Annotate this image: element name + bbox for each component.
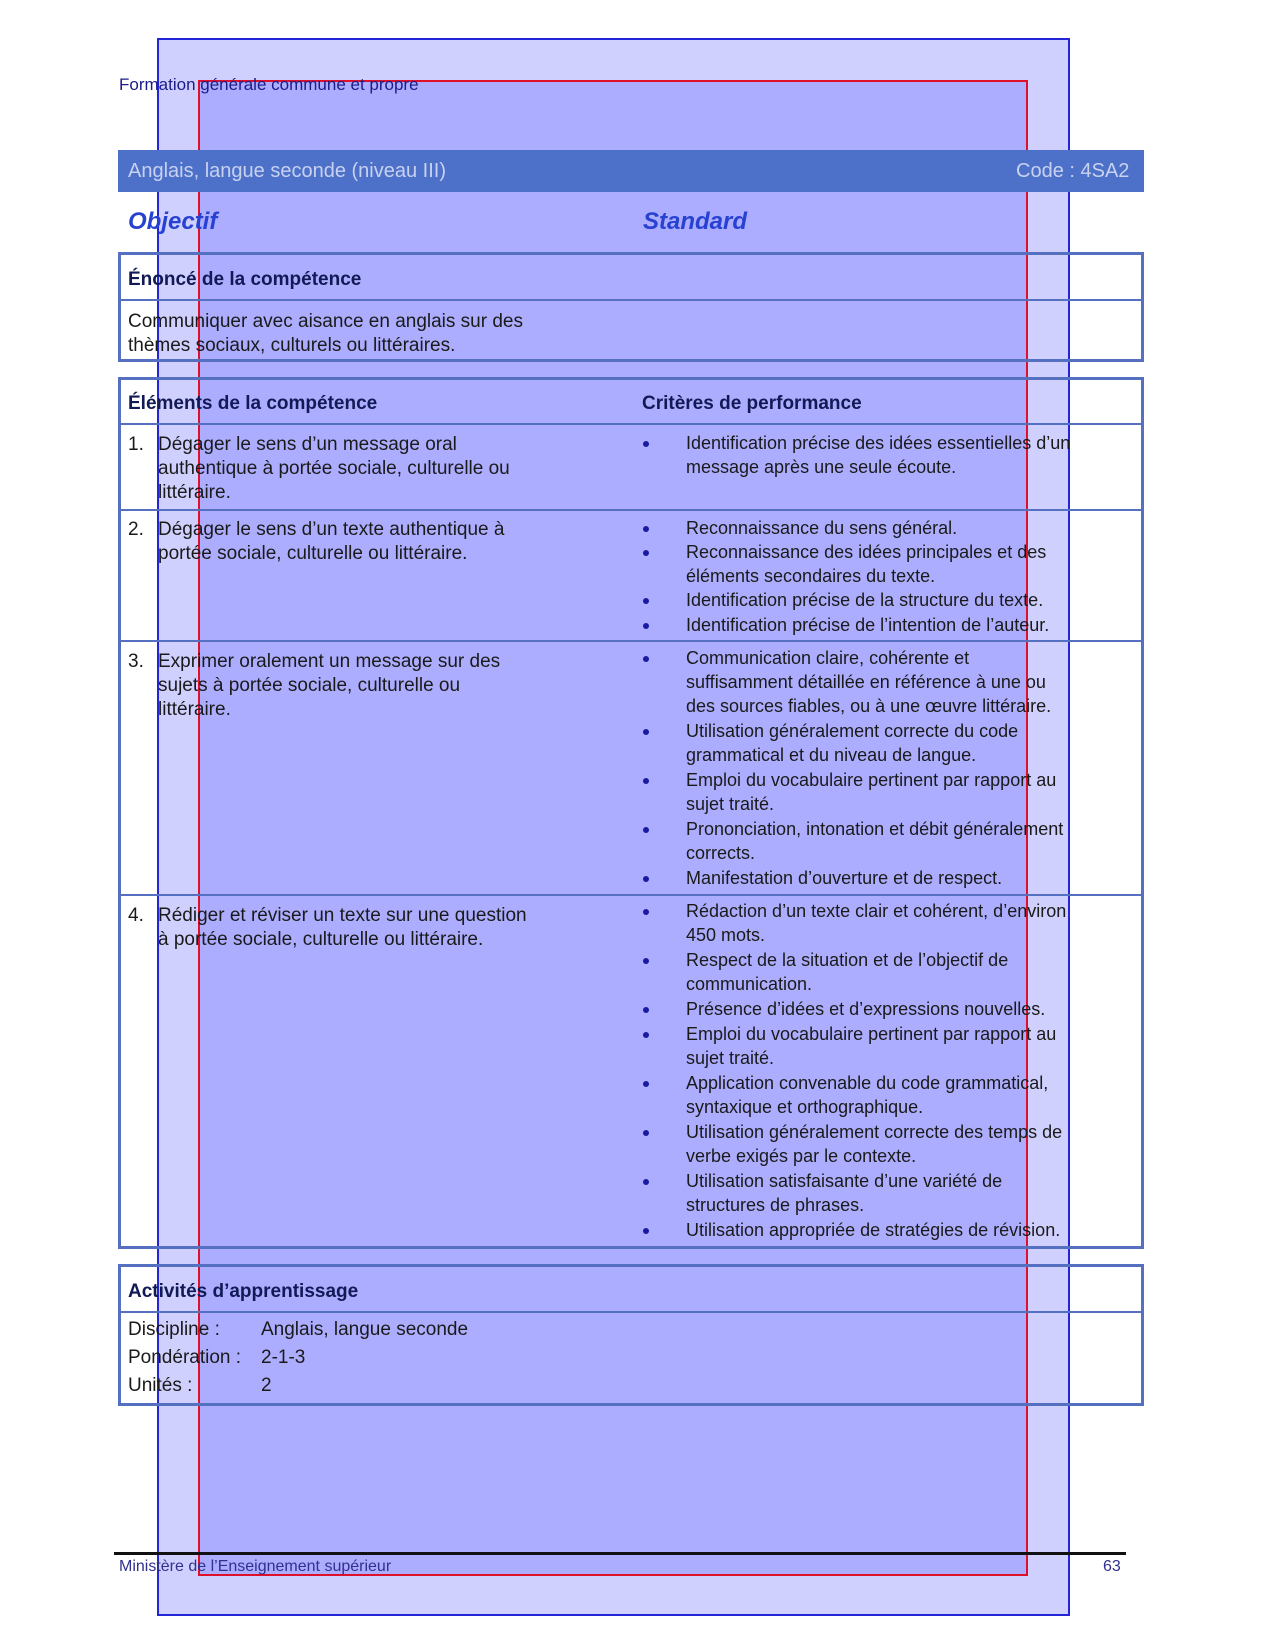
unites-value: 2 bbox=[261, 1375, 272, 1396]
criterion-line: syntaxique et orthographique. bbox=[686, 1097, 924, 1117]
criterion bbox=[686, 646, 1126, 718]
bullet-icon bbox=[643, 441, 649, 447]
element-line: Rédiger et réviser un texte sur une question bbox=[158, 905, 527, 926]
element-line: littéraire. bbox=[158, 482, 231, 503]
criterion-line: Identification précise des idées essentielles d’un bbox=[686, 433, 1071, 453]
criterion-line: verbe exigés par le contexte. bbox=[686, 1146, 917, 1166]
element-line: Dégager le sens d’un message oral bbox=[158, 434, 457, 455]
bullet-icon bbox=[643, 623, 649, 629]
element-line: Exprimer oralement un message sur des bbox=[158, 651, 501, 672]
divider bbox=[118, 1311, 1144, 1313]
bullet-icon bbox=[643, 1130, 649, 1136]
element-line: portée sociale, culturelle ou littéraire. bbox=[158, 543, 468, 564]
criterion-line: corrects. bbox=[686, 843, 756, 863]
bullet-icon bbox=[643, 1228, 649, 1234]
criterion-line: Utilisation appropriée de stratégies de révision. bbox=[686, 1220, 1061, 1240]
bullet-icon bbox=[643, 1179, 649, 1185]
ponderation-value: 2-1-3 bbox=[261, 1347, 306, 1368]
enonce-line-2: thèmes sociaux, culturels ou littéraires. bbox=[128, 335, 456, 356]
footer-ministry: Ministère de l’Enseignement supérieur bbox=[119, 1558, 392, 1575]
bullet-icon bbox=[643, 909, 649, 915]
footer-rule bbox=[114, 1552, 1126, 1555]
criterion-line: message après une seule écoute. bbox=[686, 457, 957, 477]
criteres-heading: Critères de performance bbox=[642, 393, 862, 414]
criterion bbox=[686, 588, 1126, 612]
criterion bbox=[686, 1120, 1126, 1168]
element-text bbox=[158, 904, 578, 952]
criterion-line: communication. bbox=[686, 974, 813, 994]
divider bbox=[118, 640, 1144, 642]
criterion bbox=[686, 719, 1126, 767]
divider bbox=[118, 299, 1144, 301]
bullet-icon bbox=[643, 1032, 649, 1038]
standard-heading: Standard bbox=[643, 208, 748, 235]
page-number: 63 bbox=[1103, 1558, 1121, 1575]
criterion bbox=[686, 768, 1126, 816]
criterion-line: Emploi du vocabulaire pertinent par rapport au bbox=[686, 1024, 1057, 1044]
bullet-icon bbox=[643, 778, 649, 784]
element-line: littéraire. bbox=[158, 699, 231, 720]
divider bbox=[118, 423, 1144, 425]
element-number: 3. bbox=[128, 651, 144, 672]
criterion bbox=[686, 899, 1126, 947]
enonce-line-1: Communiquer avec aisance en anglais sur des bbox=[128, 311, 523, 332]
objectif-heading: Objectif bbox=[128, 208, 218, 235]
criterion-line: Prononciation, intonation et débit généralement bbox=[686, 819, 1064, 839]
bullet-icon bbox=[643, 656, 649, 662]
criterion-line: Rédaction d’un texte clair et cohérent, d’environ bbox=[686, 901, 1067, 921]
criterion-line: Utilisation satisfaisante d’une variété de bbox=[686, 1171, 1003, 1191]
element-number: 1. bbox=[128, 434, 144, 455]
course-code: Code : 4SA2 bbox=[1016, 160, 1130, 182]
divider bbox=[118, 509, 1144, 511]
element-text bbox=[158, 650, 578, 722]
criterion-line: des sources fiables, ou à une œuvre littéraire. bbox=[686, 696, 1052, 716]
element-line: authentique à portée sociale, culturelle ou bbox=[158, 458, 510, 479]
criterion bbox=[686, 1071, 1126, 1119]
discipline-value: Anglais, langue seconde bbox=[261, 1319, 469, 1340]
element-text bbox=[158, 433, 578, 505]
criterion-line: Reconnaissance des idées principales et des bbox=[686, 542, 1047, 562]
element-line: Dégager le sens d’un texte authentique à bbox=[158, 519, 505, 540]
element-line: sujets à portée sociale, culturelle ou bbox=[158, 675, 461, 696]
criterion-line: 450 mots. bbox=[686, 925, 766, 945]
criterion bbox=[686, 817, 1126, 865]
discipline-label: Discipline : bbox=[128, 1319, 220, 1340]
criterion bbox=[686, 1169, 1126, 1217]
criterion bbox=[686, 540, 1126, 588]
criterion bbox=[686, 1022, 1126, 1070]
element-text bbox=[158, 518, 578, 566]
running-header: Formation générale commune et propre bbox=[119, 75, 419, 94]
criterion bbox=[686, 1218, 1126, 1242]
criterion-line: grammatical et du niveau de langue. bbox=[686, 745, 977, 765]
unites-label: Unités : bbox=[128, 1375, 193, 1396]
divider bbox=[118, 894, 1144, 896]
criterion-line: Application convenable du code grammatical, bbox=[686, 1073, 1049, 1093]
bullet-icon bbox=[643, 526, 649, 532]
bullet-icon bbox=[643, 876, 649, 882]
activites-heading: Activités d’apprentissage bbox=[128, 1281, 359, 1302]
element-number: 2. bbox=[128, 519, 144, 540]
criterion bbox=[686, 948, 1126, 996]
bullet-icon bbox=[643, 550, 649, 556]
criterion-line: sujet traité. bbox=[686, 794, 775, 814]
criterion-line: Emploi du vocabulaire pertinent par rapport au bbox=[686, 770, 1057, 790]
criterion bbox=[686, 866, 1126, 890]
criterion-line: Identification précise de l’intention de l’auteur. bbox=[686, 615, 1050, 635]
criterion-line: Communication claire, cohérente et bbox=[686, 648, 970, 668]
bullet-icon bbox=[643, 729, 649, 735]
element-number: 4. bbox=[128, 905, 144, 926]
criterion-line: Identification précise de la structure du texte. bbox=[686, 590, 1044, 610]
criterion-line: éléments secondaires du texte. bbox=[686, 566, 936, 586]
element-line: à portée sociale, culturelle ou littéraire. bbox=[158, 929, 484, 950]
criterion-line: Reconnaissance du sens général. bbox=[686, 518, 958, 538]
criterion-line: suffisamment détaillée en référence à une ou bbox=[686, 672, 1046, 692]
bullet-icon bbox=[643, 1007, 649, 1013]
criterion-line: Manifestation d’ouverture et de respect. bbox=[686, 868, 1003, 888]
criterion-line: Présence d’idées et d’expressions nouvelles. bbox=[686, 999, 1046, 1019]
criterion bbox=[686, 431, 1126, 479]
bullet-icon bbox=[643, 958, 649, 964]
criterion bbox=[686, 516, 1126, 540]
enonce-heading: Énoncé de la compétence bbox=[128, 269, 362, 290]
criterion-line: sujet traité. bbox=[686, 1048, 775, 1068]
criterion-line: Respect de la situation et de l’objectif de bbox=[686, 950, 1009, 970]
bullet-icon bbox=[643, 598, 649, 604]
bullet-icon bbox=[643, 1081, 649, 1087]
elements-heading: Éléments de la compétence bbox=[128, 393, 378, 414]
criterion-line: Utilisation généralement correcte des temps de bbox=[686, 1122, 1063, 1142]
criterion bbox=[686, 997, 1126, 1021]
criterion-line: Utilisation généralement correcte du code bbox=[686, 721, 1019, 741]
ponderation-label: Pondération : bbox=[128, 1347, 242, 1368]
criterion bbox=[686, 613, 1126, 637]
course-title: Anglais, langue seconde (niveau III) bbox=[128, 160, 446, 182]
criterion-line: structures de phrases. bbox=[686, 1195, 865, 1215]
bullet-icon bbox=[643, 827, 649, 833]
